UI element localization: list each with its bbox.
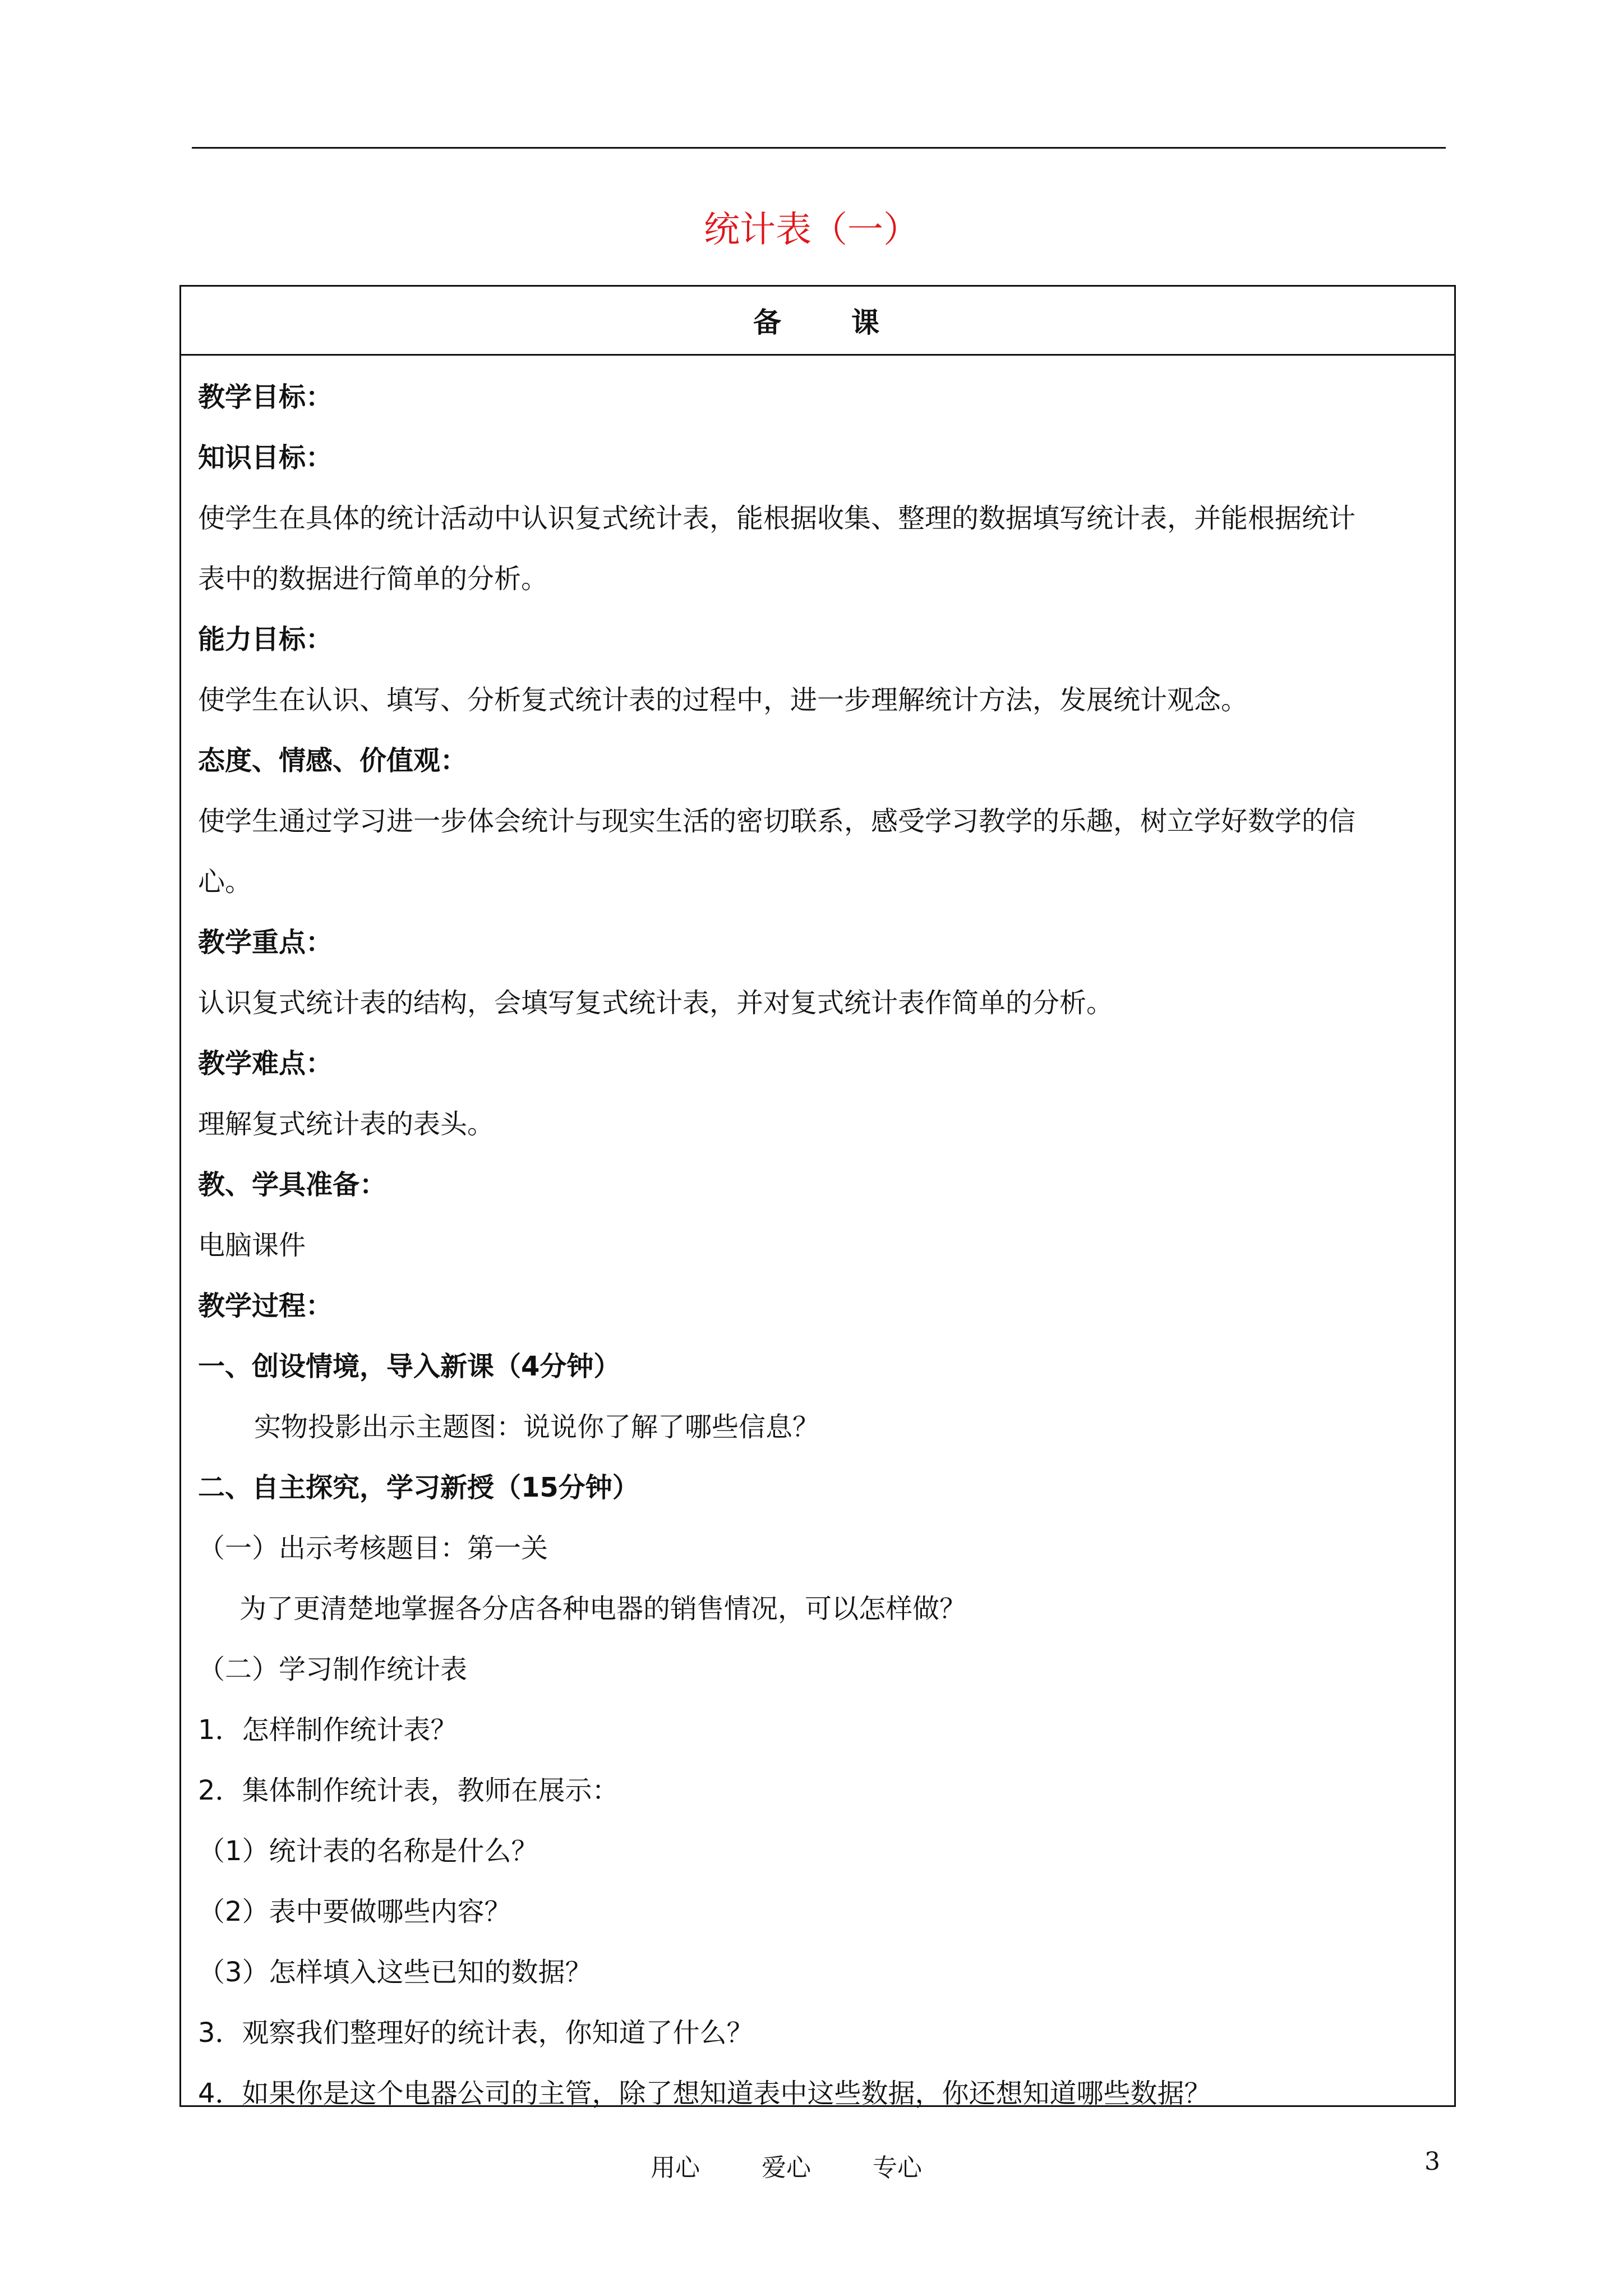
body-text-line: （3）怎样填入这些已知的数据？ (198, 1957, 592, 1988)
body-text-line: 使学生在认识、填写、分析复式统计表的过程中，进一步理解统计方法，发展统计观念。 (198, 684, 1248, 716)
body-text-line: 4．如果你是这个电器公司的主管，除了想知道表中这些数据，你还想知道哪些数据？ (198, 2078, 1211, 2109)
table-header-right: 课 (851, 306, 882, 339)
section-heading: 教学过程： (198, 1290, 333, 1322)
page-number: 3 (1424, 2147, 1440, 2176)
document-title: 统计表（一） (704, 209, 919, 251)
body-text-line: （一）出示考核题目：第一关 (198, 1533, 548, 1564)
table-header-left: 备 (753, 306, 784, 339)
section-heading: 教学重点： (198, 927, 333, 958)
footer-motto-item: 爱心 (762, 2154, 811, 2182)
table-header (181, 287, 1454, 356)
section-heading: 二、自主探究，学习新授（15分钟） (198, 1472, 639, 1503)
section-heading: 教、学具准备： (198, 1169, 387, 1200)
header-rule (192, 147, 1446, 149)
section-heading: 态度、情感、价值观： (198, 745, 468, 776)
body-text-line: 心。 (198, 866, 252, 898)
body-text-line: 理解复式统计表的表头。 (198, 1108, 495, 1140)
body-text-line: 为了更清楚地掌握各分店各种电器的销售情况，可以怎样做？ (239, 1593, 967, 1625)
body-text-line: 实物投影出示主题图：说说你了解了哪些信息？ (254, 1411, 820, 1443)
section-heading: 知识目标： (198, 442, 333, 473)
body-text-line: 3．观察我们整理好的统计表，你知道了什么？ (198, 2017, 754, 2049)
footer-motto-item: 专心 (873, 2154, 922, 2182)
section-heading: 教学难点： (198, 1048, 333, 1079)
body-text-line: 认识复式统计表的结构，会填写复式统计表，并对复式统计表作简单的分析。 (198, 987, 1114, 1019)
lesson-plan-table (179, 285, 1456, 2107)
footer-motto-item: 用心 (651, 2154, 700, 2182)
body-text-line: 使学生通过学习进一步体会统计与现实生活的密切联系，感受学习教学的乐趣，树立学好数学的信 (198, 806, 1356, 837)
body-text-line: （1）统计表的名称是什么？ (198, 1835, 538, 1867)
section-heading: 教学目标： (198, 381, 333, 413)
body-text-line: 1．怎样制作统计表？ (198, 1714, 458, 1746)
section-heading: 一、创设情境，导入新课（4分钟） (198, 1351, 621, 1382)
body-text-line: 电脑课件 (198, 1230, 306, 1261)
body-text-line: （2）表中要做哪些内容？ (198, 1896, 511, 1927)
section-heading: 能力目标： (198, 624, 333, 655)
body-text-line: （二）学习制作统计表 (198, 1654, 468, 1685)
body-text-line: 表中的数据进行简单的分析。 (198, 563, 548, 595)
body-text-line: 使学生在具体的统计活动中认识复式统计表，能根据收集、整理的数据填写统计表，并能根据统计 (198, 503, 1356, 534)
table-body (181, 356, 1454, 2124)
body-text-line: 2．集体制作统计表，教师在展示： (198, 1775, 619, 1806)
footer-motto (651, 2147, 922, 2183)
